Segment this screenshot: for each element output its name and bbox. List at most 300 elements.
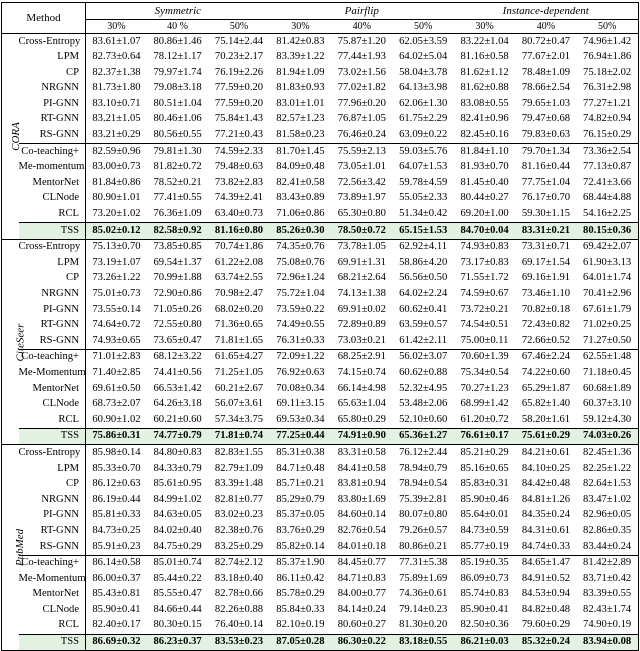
value-cell: 72.09±1.22 xyxy=(270,349,331,365)
group-header-pairflip: Pairflip xyxy=(344,4,379,17)
value-cell: 84.33±0.79 xyxy=(153,462,202,474)
value-cell: 69.16±1.91 xyxy=(521,272,571,284)
value-cell: 83.00±0.73 xyxy=(86,160,147,176)
table-row xyxy=(2,207,639,223)
value-cell: 87.05±0.28 xyxy=(270,634,331,651)
value-cell: 70.74±1.86 xyxy=(214,241,264,253)
value-cell: 58.20±1.61 xyxy=(521,413,571,425)
value-cell: 86.00±0.37 xyxy=(86,571,147,587)
value-cell: 84.02±0.40 xyxy=(153,524,202,536)
value-cell: 68.21±2.64 xyxy=(337,272,386,284)
value-cell: 81.62±0.88 xyxy=(460,82,509,94)
value-cell: 80.46±1.06 xyxy=(153,113,202,125)
value-cell: 81.94±1.09 xyxy=(276,66,325,78)
value-cell: 86.11±0.42 xyxy=(276,572,325,584)
value-cell: 83.25±0.29 xyxy=(214,540,264,552)
value-cell: 79.70±1.34 xyxy=(515,144,576,160)
value-cell: 83.22±1.04 xyxy=(460,35,509,47)
value-cell: 65.15±1.53 xyxy=(392,223,453,240)
value-cell: 79.26±0.57 xyxy=(399,524,448,536)
value-cell: 75.08±0.76 xyxy=(276,256,325,268)
value-cell: 84.00±0.77 xyxy=(337,588,386,600)
value-cell: 74.93±0.83 xyxy=(460,241,509,253)
value-cell: 70.82±0.18 xyxy=(521,303,571,315)
method-header: Method xyxy=(2,3,86,34)
value-cell: 73.82±2.83 xyxy=(214,176,264,188)
rate-header: 40% xyxy=(515,20,576,34)
value-cell: 85.26±0.30 xyxy=(270,223,331,240)
value-cell: 74.96±1.42 xyxy=(583,35,632,47)
value-cell: 76.61±0.17 xyxy=(454,428,515,445)
value-cell: 85.43±0.81 xyxy=(86,587,147,603)
value-cell: 79.48±0.63 xyxy=(214,161,264,173)
table-row xyxy=(2,160,639,176)
value-cell: 56.56±0.50 xyxy=(399,272,448,284)
value-cell: 72.55±0.80 xyxy=(153,319,202,331)
value-cell: 85.31±0.38 xyxy=(276,446,325,458)
value-cell: 85.78±0.29 xyxy=(276,588,325,600)
value-cell: 71.55±1.72 xyxy=(460,272,509,284)
value-cell: 84.01±0.18 xyxy=(337,540,386,552)
method-name: Me-Momentum xyxy=(18,366,86,378)
method-name: LPM xyxy=(57,256,80,268)
value-cell: 78.48±1.09 xyxy=(521,66,571,78)
value-cell: 64.07±1.53 xyxy=(399,161,448,173)
dataset-label xyxy=(2,445,27,651)
value-cell: 85.90±0.46 xyxy=(460,493,509,505)
value-cell: 80.30±0.15 xyxy=(153,619,202,631)
value-cell: 74.77±0.79 xyxy=(147,428,208,445)
value-cell: 78.12±1.17 xyxy=(153,51,202,63)
table-row xyxy=(2,349,639,365)
value-cell: 69.53±0.34 xyxy=(276,413,325,425)
value-cell: 74.36±0.61 xyxy=(399,588,448,600)
value-cell: 80.86±1.46 xyxy=(153,35,202,47)
value-cell: 71.27±0.50 xyxy=(583,334,632,346)
value-cell: 84.91±0.52 xyxy=(521,572,571,584)
value-cell: 68.73±2.07 xyxy=(86,397,147,413)
value-cell: 75.39±2.81 xyxy=(399,493,448,505)
value-cell: 84.74±0.33 xyxy=(521,540,571,552)
value-cell: 75.18±2.02 xyxy=(583,66,632,78)
value-cell: 83.02±0.23 xyxy=(214,509,264,521)
value-cell: 86.09±0.73 xyxy=(460,572,509,584)
value-cell: 74.82±0.94 xyxy=(583,113,632,125)
value-cell: 60.21±2.67 xyxy=(214,382,264,394)
value-cell: 71.25±1.05 xyxy=(214,366,264,378)
value-cell: 82.58±0.92 xyxy=(147,223,208,240)
value-cell: 59.78±4.59 xyxy=(399,176,448,188)
value-cell: 82.25±1.22 xyxy=(583,462,632,474)
value-cell: 52.10±0.60 xyxy=(399,413,448,425)
value-cell: 85.90±0.41 xyxy=(86,602,147,618)
method-name: LPM xyxy=(57,462,80,474)
value-cell: 80.15±0.36 xyxy=(577,223,638,240)
value-cell: 86.23±0.37 xyxy=(147,634,208,651)
value-cell: 78.50±0.72 xyxy=(331,223,392,240)
value-cell: 61.65±4.27 xyxy=(208,349,269,365)
value-cell: 85.77±0.19 xyxy=(460,540,509,552)
method-name: Me-Momentum xyxy=(18,572,86,584)
value-cell: 82.73±0.64 xyxy=(86,50,147,66)
table-row xyxy=(2,287,639,303)
value-cell: 83.47±1.02 xyxy=(583,493,632,505)
table-row xyxy=(2,539,639,555)
method-name: CP xyxy=(66,478,80,490)
method-name: RT-GNN xyxy=(40,524,80,536)
value-cell: 74.15±0.74 xyxy=(337,366,386,378)
value-cell: 82.78±0.66 xyxy=(214,588,264,600)
value-cell: 61.22±2.08 xyxy=(214,256,264,268)
value-cell: 82.83±1.55 xyxy=(214,446,264,458)
value-cell: 71.81±0.74 xyxy=(208,428,269,445)
value-cell: 60.62±0.41 xyxy=(399,303,448,315)
value-cell: 84.81±1.26 xyxy=(521,493,571,505)
value-cell: 61.90±3.13 xyxy=(583,256,632,268)
value-cell: 85.44±0.22 xyxy=(153,572,202,584)
results-table-container xyxy=(1,2,638,651)
value-cell: 70.99±1.88 xyxy=(153,272,202,284)
value-cell: 81.93±0.70 xyxy=(460,161,509,173)
value-cell: 84.71±0.48 xyxy=(276,462,325,474)
value-cell: 60.37±3.10 xyxy=(583,398,632,410)
table-row xyxy=(2,508,639,524)
value-cell: 69.61±0.50 xyxy=(86,381,147,397)
value-cell: 83.31±0.21 xyxy=(515,223,576,240)
value-cell: 76.92±0.63 xyxy=(276,366,325,378)
table-row xyxy=(2,239,639,255)
value-cell: 80.72±0.47 xyxy=(521,35,571,47)
value-cell: 85.01±0.74 xyxy=(147,555,208,571)
value-cell: 82.57±1.23 xyxy=(276,113,325,125)
value-cell: 82.79±1.09 xyxy=(214,462,264,474)
value-cell: 84.75±0.29 xyxy=(153,540,202,552)
value-cell: 70.23±2.17 xyxy=(214,51,264,63)
value-cell: 81.42±2.89 xyxy=(577,555,638,571)
value-cell: 77.25±0.44 xyxy=(270,428,331,445)
value-cell: 80.90±1.01 xyxy=(86,191,147,207)
value-cell: 85.81±0.33 xyxy=(86,508,147,524)
value-cell: 82.45±1.36 xyxy=(583,446,632,458)
value-cell: 61.75±2.29 xyxy=(399,113,448,125)
value-cell: 77.75±1.04 xyxy=(521,176,571,188)
value-cell: 68.99±1.42 xyxy=(460,398,509,410)
value-cell: 82.10±0.19 xyxy=(276,619,325,631)
value-cell: 71.81±1.65 xyxy=(214,334,264,346)
value-cell: 64.02±5.04 xyxy=(399,51,448,63)
value-cell: 74.49±0.55 xyxy=(276,319,325,331)
value-cell: 82.50±0.36 xyxy=(460,619,509,631)
value-cell: 71.02±0.25 xyxy=(583,319,632,331)
value-cell: 84.35±0.24 xyxy=(521,509,571,521)
value-cell: 81.82±0.72 xyxy=(153,161,202,173)
value-cell: 72.96±1.24 xyxy=(276,272,325,284)
value-cell: 83.61±1.07 xyxy=(86,34,147,50)
value-cell: 80.07±0.80 xyxy=(399,509,448,521)
value-cell: 84.45±0.77 xyxy=(331,555,392,571)
value-cell: 81.45±0.40 xyxy=(460,176,509,188)
method-name: RS-GNN xyxy=(39,129,80,141)
value-cell: 81.84±0.86 xyxy=(86,175,147,191)
value-cell: 84.14±0.24 xyxy=(337,603,386,615)
table-row xyxy=(2,255,639,271)
value-cell: 83.76±0.29 xyxy=(276,524,325,536)
dataset-label-text: CORA xyxy=(9,121,22,151)
value-cell: 79.81±1.30 xyxy=(147,144,208,160)
value-cell: 85.33±0.70 xyxy=(86,461,147,477)
method-name: Co-teaching+ xyxy=(19,349,86,365)
value-cell: 82.26±0.88 xyxy=(214,603,264,615)
value-cell: 82.41±0.58 xyxy=(276,176,325,188)
value-cell: 59.03±5.76 xyxy=(392,144,453,160)
value-cell: 84.66±0.44 xyxy=(153,603,202,615)
value-cell: 73.78±1.05 xyxy=(337,241,386,253)
value-cell: 75.59±2.13 xyxy=(331,144,392,160)
value-cell: 73.02±1.56 xyxy=(337,66,386,78)
value-cell: 86.69±0.32 xyxy=(86,634,147,651)
value-cell: 63.09±0.22 xyxy=(399,129,448,141)
value-cell: 61.20±0.72 xyxy=(460,413,509,425)
method-name: CP xyxy=(66,66,80,78)
value-cell: 83.01±1.01 xyxy=(276,97,325,109)
method-name: CLNode xyxy=(42,398,80,410)
value-cell: 84.63±0.05 xyxy=(153,509,202,521)
value-cell: 83.18±0.55 xyxy=(392,634,453,651)
value-cell: 57.34±3.75 xyxy=(214,413,264,425)
value-cell: 75.72±1.04 xyxy=(276,288,325,299)
value-cell: 62.92±4.11 xyxy=(399,241,448,253)
value-cell: 81.16±0.44 xyxy=(521,161,571,173)
value-cell: 75.84±1.43 xyxy=(214,113,264,125)
group-header-symmetric: Symmetric xyxy=(86,3,270,20)
value-cell: 72.89±0.89 xyxy=(337,319,386,331)
value-cell: 70.98±2.47 xyxy=(214,288,264,299)
value-cell: 86.12±0.63 xyxy=(86,477,147,493)
dataset-label xyxy=(2,34,22,240)
value-cell: 83.10±0.71 xyxy=(86,96,147,112)
value-cell: 80.56±0.55 xyxy=(153,129,202,141)
table-row xyxy=(2,81,639,97)
value-cell: 56.07±3.61 xyxy=(214,398,264,410)
value-cell: 85.71±0.21 xyxy=(276,478,325,490)
value-cell: 76.31±0.33 xyxy=(276,334,325,346)
value-cell: 73.65±0.47 xyxy=(153,334,202,346)
value-cell: 84.60±0.14 xyxy=(337,509,386,521)
value-cell: 82.45±0.16 xyxy=(460,129,509,141)
value-cell: 83.80±1.69 xyxy=(337,493,386,505)
value-cell: 63.59±0.57 xyxy=(399,319,448,331)
value-cell: 76.40±0.14 xyxy=(214,619,264,631)
table-row xyxy=(2,571,639,587)
table-row xyxy=(2,175,639,191)
value-cell: 81.16±0.80 xyxy=(208,223,269,240)
value-cell: 77.13±0.87 xyxy=(583,161,632,173)
value-cell: 62.06±1.30 xyxy=(399,97,448,109)
table-header xyxy=(2,3,639,34)
table-row xyxy=(2,365,639,381)
value-cell: 85.32±0.24 xyxy=(515,634,576,651)
table-row xyxy=(2,112,639,128)
value-cell: 62.55±1.48 xyxy=(577,349,638,365)
value-cell: 74.03±0.26 xyxy=(577,428,638,445)
value-cell: 69.11±3.15 xyxy=(276,398,325,410)
value-cell: 73.36±2.54 xyxy=(577,144,638,160)
value-cell: 77.41±0.55 xyxy=(153,192,202,204)
table-row-ours xyxy=(2,223,639,240)
value-cell: 64.13±3.98 xyxy=(399,82,448,94)
value-cell: 76.12±2.44 xyxy=(399,446,448,458)
value-cell: 76.46±0.24 xyxy=(337,129,386,141)
value-cell: 79.14±0.23 xyxy=(399,603,448,615)
table-row xyxy=(2,618,639,634)
value-cell: 82.40±0.17 xyxy=(86,618,147,634)
value-cell: 64.26±3.18 xyxy=(153,398,202,410)
rate-header: 40% xyxy=(331,20,392,34)
value-cell: 71.06±0.86 xyxy=(276,208,325,220)
value-cell: 73.72±0.21 xyxy=(460,303,509,315)
value-cell: 68.25±2.91 xyxy=(331,349,392,365)
value-cell: 65.30±0.80 xyxy=(337,208,386,220)
value-cell: 77.67±2.01 xyxy=(521,51,571,63)
value-cell: 84.10±0.25 xyxy=(521,462,571,474)
value-cell: 73.85±0.85 xyxy=(153,241,202,253)
value-cell: 65.82±1.40 xyxy=(521,398,571,410)
value-cell: 83.94±0.08 xyxy=(577,634,638,651)
table-row xyxy=(2,523,639,539)
value-cell: 74.39±2.41 xyxy=(214,192,264,204)
table-row xyxy=(2,302,639,318)
value-cell: 62.05±3.59 xyxy=(399,35,448,47)
value-cell: 83.21±1.05 xyxy=(86,112,147,128)
value-cell: 74.64±0.72 xyxy=(86,318,147,334)
value-cell: 51.34±0.42 xyxy=(399,208,448,220)
table-body xyxy=(2,34,639,651)
value-cell: 85.64±0.01 xyxy=(460,509,509,521)
value-cell: 85.91±0.23 xyxy=(86,539,147,555)
value-cell: 76.17±0.70 xyxy=(521,192,571,204)
value-cell: 54.16±2.25 xyxy=(583,208,632,220)
value-cell: 65.36±1.27 xyxy=(392,428,453,445)
value-cell: 82.37±1.38 xyxy=(86,65,147,81)
value-cell: 63.40±0.73 xyxy=(214,208,264,220)
value-cell: 71.05±0.26 xyxy=(153,303,202,315)
value-cell: 85.19±0.35 xyxy=(454,555,515,571)
value-cell: 78.66±2.54 xyxy=(521,82,571,94)
method-name: MentorNet xyxy=(32,382,80,394)
value-cell: 72.90±0.86 xyxy=(153,288,202,299)
value-cell: 60.90±1.02 xyxy=(86,412,147,428)
method-name: NRGNN xyxy=(41,82,80,94)
value-cell: 70.08±0.34 xyxy=(276,382,325,394)
table-row xyxy=(2,271,639,287)
rate-header-row xyxy=(2,20,639,34)
value-cell: 82.41±0.96 xyxy=(460,113,509,125)
value-cell: 84.80±0.83 xyxy=(153,446,202,458)
table-row xyxy=(2,128,639,144)
value-cell: 77.59±0.20 xyxy=(214,97,264,109)
table-row xyxy=(2,50,639,66)
value-cell: 69.20±1.00 xyxy=(460,208,509,220)
value-cell: 65.80±0.29 xyxy=(337,413,386,425)
value-cell: 85.61±0.95 xyxy=(153,478,202,490)
table-row xyxy=(2,587,639,603)
value-cell: 84.09±0.48 xyxy=(276,161,325,173)
value-cell: 60.68±1.89 xyxy=(583,382,632,394)
value-cell: 82.59±0.96 xyxy=(86,144,147,160)
method-name: Cross-Entropy xyxy=(18,241,81,253)
value-cell: 79.83±0.63 xyxy=(521,129,571,141)
value-cell: 81.58±0.23 xyxy=(276,129,325,141)
value-cell: 84.70±0.04 xyxy=(454,223,515,240)
value-cell: 60.62±0.88 xyxy=(399,366,448,378)
value-cell: 69.91±1.31 xyxy=(337,256,386,268)
table-row xyxy=(2,555,639,571)
value-cell: 73.03±0.21 xyxy=(337,334,386,346)
rate-header: 50% xyxy=(577,20,638,34)
value-cell: 84.41±0.58 xyxy=(337,462,386,474)
value-cell: 66.53±1.42 xyxy=(153,382,202,394)
value-cell: 76.19±2.26 xyxy=(214,66,264,78)
value-cell: 73.20±1.02 xyxy=(86,207,147,223)
method-name: RS-GNN xyxy=(39,540,80,552)
value-cell: 68.02±0.20 xyxy=(214,303,264,315)
value-cell: 72.43±0.82 xyxy=(521,319,571,331)
value-cell: 74.41±0.56 xyxy=(153,366,202,378)
value-cell: 55.05±2.33 xyxy=(399,192,448,204)
value-cell: 73.19±1.07 xyxy=(86,255,147,271)
method-name: Cross-Entropy xyxy=(18,446,81,458)
value-cell: 74.13±1.38 xyxy=(337,288,386,299)
value-cell: 72.41±3.66 xyxy=(583,176,632,188)
table-row xyxy=(2,492,639,508)
value-cell: 79.60±0.29 xyxy=(521,619,571,631)
value-cell: 84.73±0.25 xyxy=(86,523,147,539)
value-cell: 81.42±0.83 xyxy=(276,35,325,47)
value-cell: 76.31±2.98 xyxy=(583,82,632,94)
dataset-label-text: PubMed xyxy=(14,529,27,567)
value-cell: 84.82±0.48 xyxy=(521,603,571,615)
value-cell: 77.59±0.20 xyxy=(214,82,264,94)
method-name: Co-teaching+ xyxy=(19,144,86,160)
table-row xyxy=(2,602,639,618)
value-cell: 59.12±4.30 xyxy=(583,413,632,425)
method-name: TSS xyxy=(19,428,86,445)
value-cell: 60.21±0.60 xyxy=(153,413,202,425)
value-cell: 75.61±0.29 xyxy=(515,428,576,445)
value-cell: 84.73±0.59 xyxy=(460,524,509,536)
value-cell: 68.44±4.88 xyxy=(583,192,632,204)
value-cell: 71.01±2.83 xyxy=(86,349,147,365)
value-cell: 69.17±1.54 xyxy=(521,256,571,268)
value-cell: 84.21±0.61 xyxy=(521,446,571,458)
value-cell: 81.84±1.10 xyxy=(454,144,515,160)
table-row xyxy=(2,34,639,50)
table-row xyxy=(2,412,639,428)
value-cell: 67.46±2.24 xyxy=(515,349,576,365)
value-cell: 74.90±0.19 xyxy=(583,619,632,631)
table-row xyxy=(2,445,639,461)
table-row xyxy=(2,477,639,493)
value-cell: 74.22±0.60 xyxy=(521,366,571,378)
method-name: TSS xyxy=(19,634,86,651)
method-name: MentorNet xyxy=(32,176,80,188)
table-row xyxy=(2,381,639,397)
value-cell: 77.44±1.93 xyxy=(337,51,386,63)
method-name: CLNode xyxy=(42,192,80,204)
value-cell: 58.04±3.78 xyxy=(399,66,448,78)
value-cell: 82.96±0.05 xyxy=(583,509,632,521)
value-cell: 52.32±4.95 xyxy=(399,382,448,394)
